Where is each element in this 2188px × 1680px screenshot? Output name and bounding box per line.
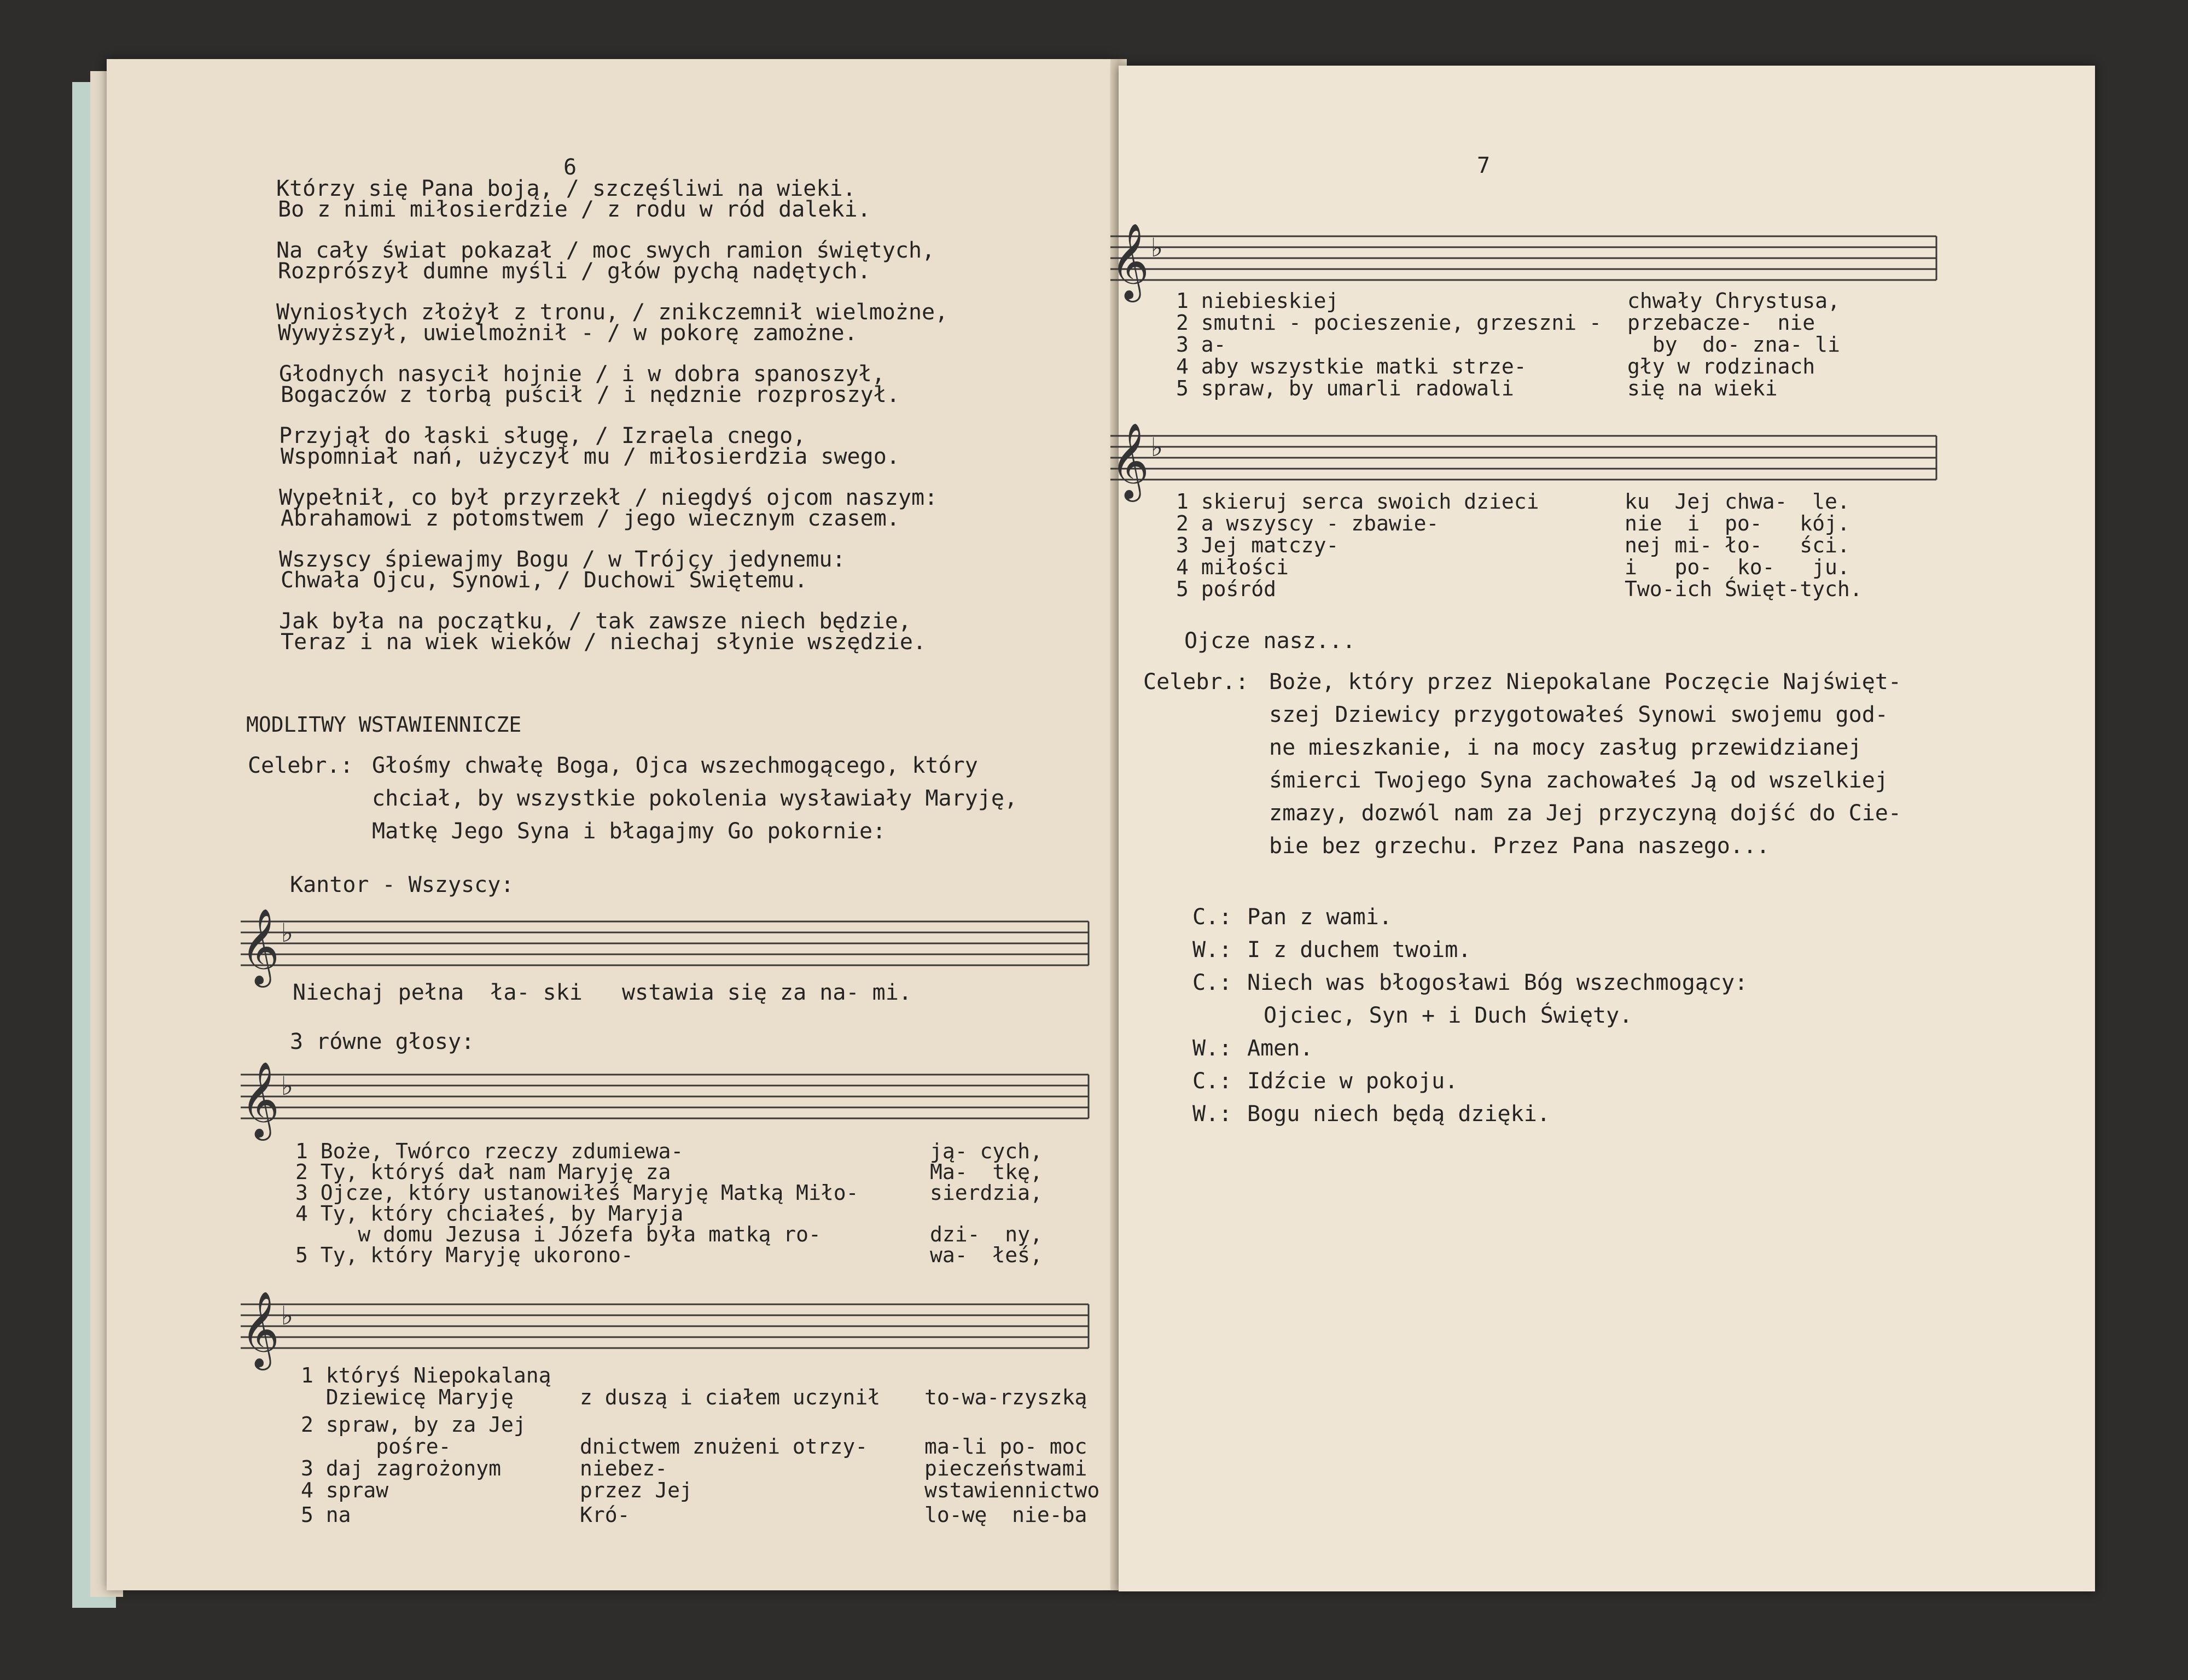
prayer-line: bie bez grzechu. Przez Pana naszego... — [1269, 833, 1770, 859]
verse-line: przez Jej — [580, 1478, 693, 1502]
verse-ending: dzi- ny, — [930, 1222, 1043, 1246]
dialog-text: Niech was błogosławi Bóg wszechmogący: — [1247, 970, 1748, 995]
verse-line: 4 miłości — [1176, 555, 1289, 579]
celebr-line: Matkę Jego Syna i błagajmy Go pokornie: — [372, 819, 886, 844]
verse-line: 1 któryś Niepokalaną — [301, 1363, 551, 1387]
verse-line: 4 aby wszystkie matki strze- — [1176, 354, 1527, 378]
verse-ending: pieczeństwami — [924, 1456, 1087, 1480]
page-number: 6 — [563, 155, 577, 180]
dialog-text: Ojciec, Syn + i Duch Święty. — [1264, 1003, 1633, 1028]
verse-ending: wstawiennictwo — [924, 1478, 1100, 1502]
verse-line: 1 niebieskiej — [1176, 289, 1339, 313]
verse-ending: nie i po- kój. — [1625, 511, 1850, 535]
verse-line: Kró- — [580, 1503, 630, 1527]
music-staff-4 — [1110, 424, 1942, 500]
stanza-line: Bo z nimi miłosierdzie / z rodu w ród daleki. — [278, 197, 871, 222]
verse-line: 4 spraw — [301, 1478, 389, 1502]
right-page — [1110, 66, 2095, 1591]
left-page — [107, 59, 1116, 1590]
verse-ending: to-wa-rzyszką — [924, 1385, 1087, 1409]
verse-line: 1 skieruj serca swoich dzieci — [1176, 489, 1539, 514]
verse-line: dnictwem znużeni otrzy- — [580, 1434, 868, 1459]
stanza-line: Jak była na początku, / tak zawsze niech będzie, — [279, 609, 911, 634]
stanza-line: Wypełnił, co był przyrzekł / niegdyś ojcom naszym: — [279, 485, 938, 510]
celebr-label: Celebr.: — [248, 753, 353, 778]
stanza-line: Rozprószył dumne myśli / głów pychą nadętych. — [278, 259, 871, 284]
dialog-text: Idźcie w pokoju. — [1247, 1069, 1458, 1094]
prayer-line: śmierci Twojego Syna zachowałeś Ją od wszelkiej — [1269, 768, 1888, 793]
treble-clef-icon: 𝄞 — [241, 908, 280, 984]
treble-clef-icon: 𝄞 — [241, 1061, 280, 1138]
verse-line: 2 Ty, któryś dał nam Maryję za — [295, 1160, 671, 1184]
page-number: 7 — [1477, 153, 1491, 178]
flat-sign-icon: ♭ — [1149, 431, 1166, 463]
verse-ending: lo-wę nie-ba — [924, 1503, 1087, 1527]
verse-line: 2 a wszyscy - zbawie- — [1176, 511, 1439, 535]
verse-ending: ku Jej chwa- le. — [1625, 489, 1850, 514]
stanza-line: Wyniosłych złożył z tronu, / znikczemnił wielmożne, — [276, 300, 948, 325]
verse-ending: wa- łeś, — [930, 1243, 1043, 1267]
verse-line: 3 a- — [1176, 332, 1226, 357]
verse-line: w domu Jezusa i Józefa była matką ro- — [295, 1222, 821, 1246]
prayer-line: Boże, który przez Niepokalane Poczęcie Najświęt- — [1269, 669, 1901, 695]
verse-ending: ma-li po- moc — [924, 1434, 1087, 1459]
dialog-text: I z duchem twoim. — [1247, 937, 1471, 962]
music-staff-2 — [241, 1292, 1094, 1369]
music-staff-refrain — [241, 909, 1094, 986]
verse-line: 3 Jej matczy- — [1176, 533, 1339, 557]
verse-ending: ją- cych, — [930, 1139, 1043, 1163]
prayer-line: zmazy, dozwól nam za Jej przyczyną dojść do Cie- — [1269, 801, 1901, 826]
stanza-line: Bogaczów z torbą puścił / i nędznie rozproszył. — [281, 382, 900, 407]
verse-line: 5 na — [301, 1503, 351, 1527]
verse-line: 3 Ojcze, który ustanowiłeś Maryję Matką Miło- — [295, 1181, 859, 1205]
stanza-line: Wywyższył, uwielmożnił - / w pokorę zamożne. — [278, 320, 858, 346]
verse-ending: gły w rodzinach — [1627, 354, 1815, 378]
stanza-line: Którzy się Pana boją, / szczęśliwi na wieki. — [276, 176, 856, 201]
music-staff-1 — [241, 1063, 1094, 1139]
dialog-speaker: W.: — [1192, 937, 1232, 962]
verse-line: Dziewicę Maryję — [301, 1385, 514, 1409]
verse-line: z duszą i ciałem uczynił — [580, 1385, 881, 1409]
verse-line: 3 daj zagrożonym — [301, 1456, 502, 1480]
section-heading: MODLITWY WSTAWIENNICZE — [246, 713, 522, 737]
refrain-lyrics: Niechaj pełna ła- ski wstawia się za na- mi. — [293, 980, 912, 1005]
prayer-line: ne mieszkanie, i na mocy zasług przewidzianej — [1269, 735, 1862, 760]
verse-ending: chwały Chrystusa, — [1627, 289, 1840, 313]
flat-sign-icon: ♭ — [1149, 232, 1166, 264]
verse-line: 5 Ty, który Maryję ukorono- — [295, 1243, 633, 1267]
stanza-line: Wszyscy śpiewajmy Bogu / w Trójcy jedynemu: — [279, 547, 846, 572]
dialog-text: Amen. — [1247, 1036, 1313, 1061]
verse-line: niebez- — [580, 1456, 668, 1480]
verse-ending: nej mi- ło- ści. — [1625, 533, 1850, 557]
stanza-line: Głodnych nasycił hojnie / i w dobra spanoszył, — [279, 361, 885, 387]
verse-ending: sierdzia, — [930, 1181, 1043, 1205]
celebr-label: Celebr.: — [1143, 669, 1249, 695]
ojcze-nasz: Ojcze nasz... — [1184, 628, 1356, 654]
celebr-line: chciał, by wszystkie pokolenia wysławiały Maryję, — [372, 786, 1018, 811]
dialog-speaker: C.: — [1192, 905, 1232, 930]
treble-clef-icon: 𝄞 — [1110, 223, 1149, 299]
verse-line: 2 smutni - pocieszenie, grzeszni - — [1176, 311, 1602, 335]
verse-line: 2 spraw, by za Jej — [301, 1413, 526, 1437]
verse-ending: przebacze- nie — [1627, 311, 1815, 335]
verse-line: pośre- — [301, 1434, 451, 1459]
verse-ending: Two-ich Święt-tych. — [1625, 577, 1863, 601]
treble-clef-icon: 𝄞 — [1110, 423, 1149, 499]
dialog-speaker: W.: — [1192, 1101, 1232, 1127]
prayer-line: szej Dziewicy przygotowałeś Synowi swojemu god- — [1269, 702, 1888, 727]
flat-sign-icon: ♭ — [279, 917, 296, 949]
three-voices-label: 3 równe głosy: — [290, 1029, 475, 1054]
dialog-text: Pan z wami. — [1247, 905, 1392, 930]
stanza-line: Przyjął do łaski sługę, / Izraela cnego, — [279, 423, 806, 448]
stanza-line: Chwała Ojcu, Synowi, / Duchowi Świętemu. — [281, 568, 808, 593]
dialog-speaker: W.: — [1192, 1036, 1232, 1061]
verse-line: 1 Boże, Twórco rzeczy zdumiewa- — [295, 1139, 684, 1163]
stanza-line: Na cały świat pokazał / moc swych ramion świętych, — [276, 238, 935, 263]
celebr-line: Głośmy chwałę Boga, Ojca wszechmogącego, który — [372, 753, 978, 778]
verse-ending: by do- zna- li — [1627, 332, 1840, 357]
verse-line: 4 Ty, który chciałeś, by Maryja — [295, 1201, 684, 1226]
stanza-line: Wspomniał nań, użyczył mu / miłosierdzia swego. — [281, 444, 900, 469]
dialog-speaker: C.: — [1192, 1069, 1232, 1094]
flat-sign-icon: ♭ — [279, 1300, 296, 1332]
kantor-label: Kantor - Wszyscy: — [290, 872, 514, 897]
stanza-line: Abrahamowi z potomstwem / jego wiecznym czasem. — [281, 506, 900, 531]
stanza-line: Teraz i na wiek wieków / niechaj słynie wszędzie. — [281, 629, 927, 655]
dialog-speaker: C.: — [1192, 970, 1232, 995]
verse-ending: Ma- tkę, — [930, 1160, 1043, 1184]
verse-line: 5 pośród — [1176, 577, 1277, 601]
flat-sign-icon: ♭ — [279, 1070, 296, 1102]
verse-ending: i po- ko- ju. — [1625, 555, 1850, 579]
dialog-text: Bogu niech będą dzięki. — [1247, 1101, 1550, 1127]
treble-clef-icon: 𝄞 — [241, 1291, 280, 1367]
verse-line: 5 spraw, by umarli radowali — [1176, 376, 1514, 400]
verse-ending: się na wieki — [1627, 376, 1778, 400]
